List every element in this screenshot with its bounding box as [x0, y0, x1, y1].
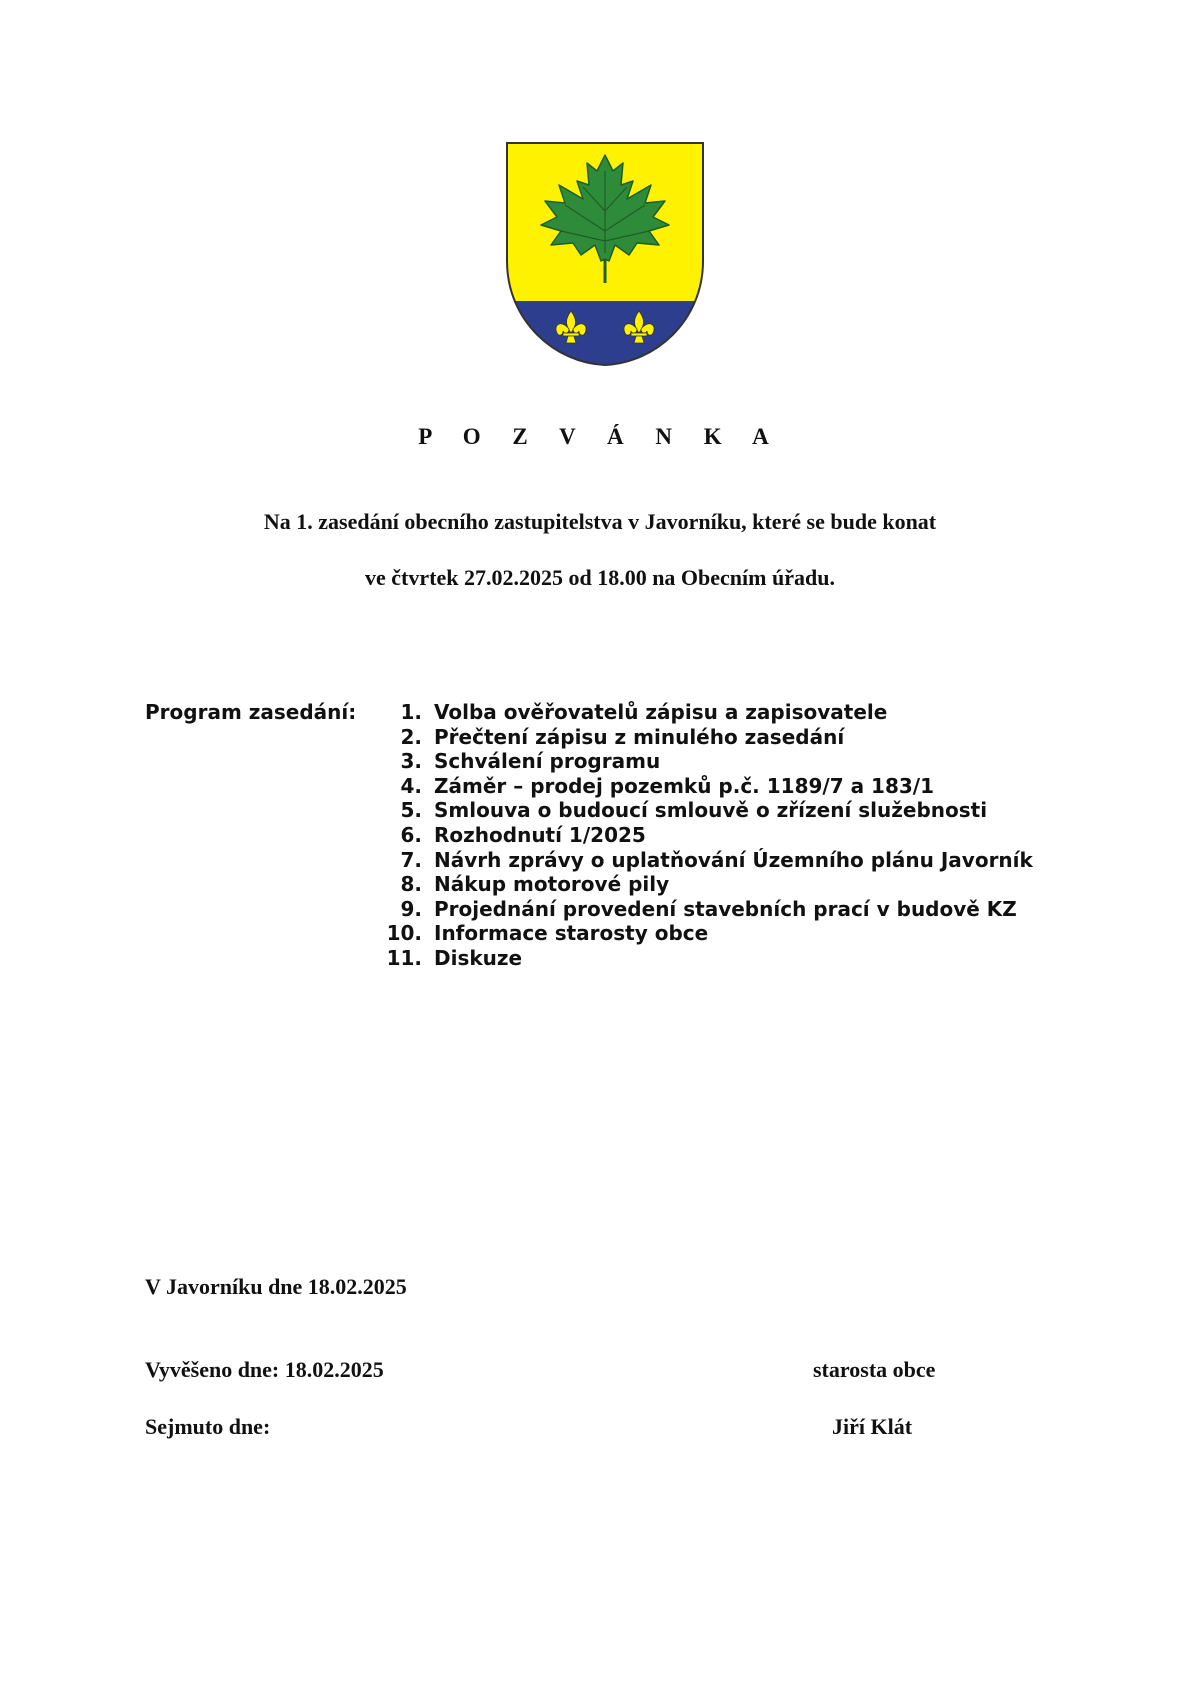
agenda-item: [370, 848, 1033, 873]
agenda-item-number: 6.: [400, 822, 422, 847]
program-label: Program zasedání:: [145, 700, 357, 724]
signer-name: Jiří Klát: [832, 1414, 913, 1439]
agenda-list: [370, 700, 1033, 971]
agenda-item: [370, 774, 1033, 799]
agenda-item: [370, 921, 1033, 946]
agenda-item: [370, 798, 1033, 823]
agenda-item-text: Diskuze: [434, 945, 523, 970]
intro-line-2: ve čtvrtek 27.02.2025 od 18.00 na Obecním úřadu.: [365, 565, 835, 590]
agenda-item-number: 8.: [400, 872, 422, 897]
agenda-item-number: 9.: [400, 896, 422, 921]
agenda-item-text: Návrh zprávy o uplatňování Územního plánu Javorník: [434, 847, 1033, 872]
agenda-item-text: Přečtení zápisu z minulého zasedání: [434, 724, 845, 749]
signer-role: starosta obce: [813, 1357, 936, 1382]
agenda-item-number: 3.: [400, 749, 422, 774]
agenda-item-number: 10.: [386, 921, 422, 946]
agenda-item: [370, 823, 1033, 848]
agenda-item-text: Smlouva o budoucí smlouvě o zřízení služebnosti: [434, 798, 988, 823]
intro-line-1: Na 1. zasedání obecního zastupitelstva v Javorníku, které se bude konat: [263, 509, 937, 534]
agenda-item-text: Rozhodnutí 1/2025: [434, 822, 646, 847]
posted-date: Vyvěšeno dne: 18.02.2025: [145, 1357, 384, 1382]
page-title: P O Z V Á N K A: [418, 424, 782, 449]
agenda-item: [370, 700, 1033, 725]
agenda-item-number: 1.: [400, 700, 422, 724]
agenda-item: [370, 725, 1033, 750]
agenda-item: [370, 872, 1033, 897]
shield-blue-field: [505, 301, 705, 367]
agenda-item: [370, 749, 1033, 774]
agenda-item-text: Informace starosty obce: [434, 921, 709, 946]
agenda-item: [370, 897, 1033, 922]
coat-of-arms: [505, 141, 705, 367]
agenda-item-text: Nákup motorové pily: [434, 872, 670, 897]
agenda-item-number: 2.: [400, 724, 422, 749]
agenda-item-text: Projednání provedení stavebních prací v budově KZ: [434, 896, 1017, 921]
place-date: V Javorníku dne 18.02.2025: [145, 1274, 407, 1299]
agenda-item: [370, 946, 1033, 971]
agenda-item-text: Záměr – prodej pozemků p.č. 1189/7 a 183/1: [434, 773, 935, 798]
agenda-item-number: 7.: [400, 847, 422, 872]
removed-date: Sejmuto dne:: [145, 1414, 271, 1439]
agenda-item-number: 4.: [400, 773, 422, 798]
agenda-item-text: Volba ověřovatelů zápisu a zapisovatele: [434, 700, 888, 724]
agenda-item-text: Schválení programu: [434, 749, 661, 774]
agenda-item-number: 5.: [400, 798, 422, 823]
agenda-item-number: 11.: [386, 945, 422, 970]
